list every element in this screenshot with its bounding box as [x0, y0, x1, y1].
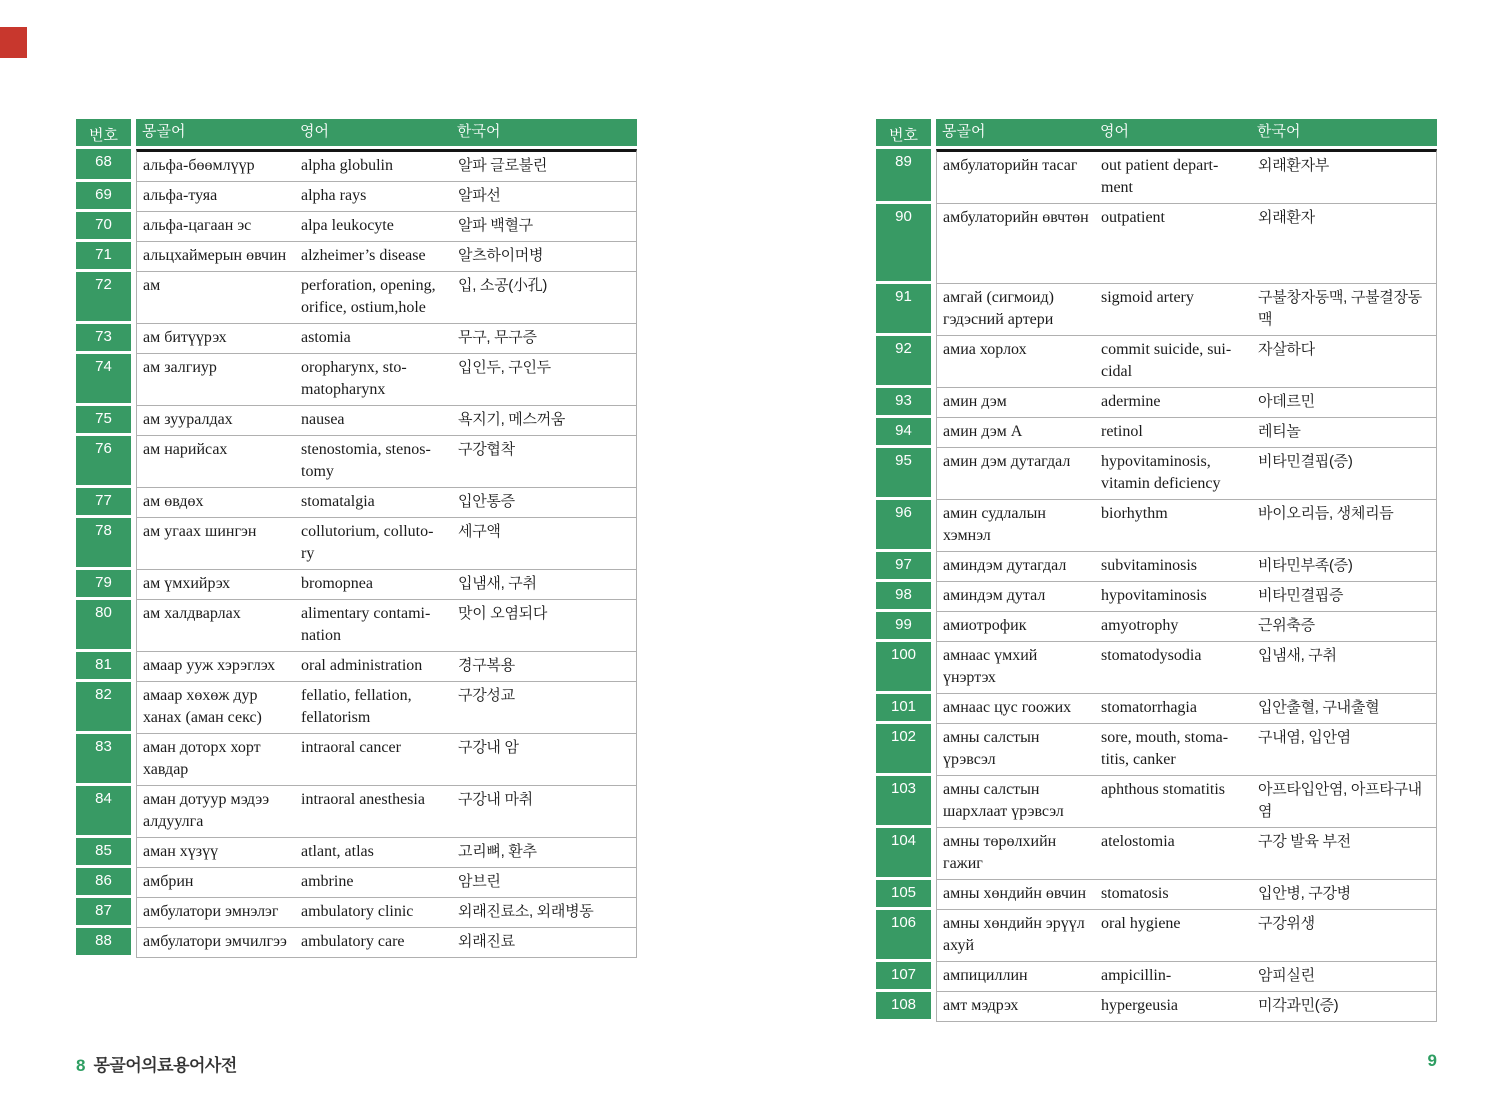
mongolian-term: амны төрөлхийн гажиг — [943, 833, 1057, 872]
footer-left — [76, 1051, 637, 1076]
row-number: 71 — [76, 242, 131, 272]
row-number: 100 — [876, 642, 931, 694]
table-row — [76, 518, 637, 570]
korean-term: 경구복용 — [458, 657, 515, 674]
mongolian-term: амбулаторийн тасаг — [943, 157, 1078, 174]
mongolian-term: амны салстын шархлаат үрэвсэл — [943, 781, 1064, 820]
mongolian-term: ам халдварлах — [143, 605, 241, 622]
page-edge-red-tab — [0, 27, 27, 58]
table-row — [876, 724, 1437, 776]
row-number: 96 — [876, 500, 931, 552]
english-term: atlant, atlas — [301, 843, 374, 860]
english-term: ampicillin- — [1101, 967, 1172, 984]
english-term: amyotrophy — [1101, 617, 1179, 634]
mongolian-term: амбулаторийн өвчтөн — [943, 209, 1089, 226]
mongolian-term: амны хөндийн өвчин — [943, 885, 1087, 902]
mongolian-term: ам битүүрэх — [143, 329, 227, 346]
english-term: hypovitaminosis — [1101, 587, 1207, 604]
table-header-row — [876, 119, 1437, 149]
row-number: 72 — [76, 272, 131, 324]
english-term: oropharynx, sto-matopharynx — [301, 359, 407, 398]
english-term: adermine — [1101, 393, 1161, 410]
korean-term: 암브린 — [458, 873, 501, 890]
korean-term: 입안병, 구강병 — [1258, 885, 1351, 902]
mongolian-term: амин дэм — [943, 393, 1007, 410]
mongolian-term: альфа-цагаан эс — [143, 217, 252, 234]
mongolian-term: амин судлалын хэмнэл — [943, 505, 1046, 544]
mongolian-term: ампициллин — [943, 967, 1028, 984]
korean-term: 맛이 오염되다 — [458, 605, 548, 622]
english-term: stenostomia, stenos-tomy — [301, 441, 431, 480]
table-row — [76, 212, 637, 242]
dictionary-table-left — [76, 119, 637, 958]
korean-term: 외래환자 — [1258, 209, 1315, 226]
english-term: stomatodysodia — [1101, 647, 1202, 664]
table-row — [876, 642, 1437, 694]
row-number: 98 — [876, 582, 931, 612]
korean-term: 구강 발육 부전 — [1258, 833, 1351, 850]
mongolian-term: амбулатори эмнэлэг — [143, 903, 279, 920]
row-number: 97 — [876, 552, 931, 582]
mongolian-term: ам зууралдах — [143, 411, 233, 428]
korean-term: 외래진료 — [458, 933, 515, 950]
mongolian-term: аминдэм дутагдал — [943, 557, 1067, 574]
column-header-mongolian: 몽골어 — [942, 124, 986, 140]
mongolian-term: ам угаах шингэн — [143, 523, 257, 540]
mongolian-term: амбулатори эмчилгээ — [143, 933, 287, 950]
english-term: fellatio, fellation, fellatorism — [301, 687, 412, 726]
mongolian-term: амбрин — [143, 873, 194, 890]
table-row — [76, 182, 637, 212]
mongolian-term: аман хүзүү — [143, 843, 219, 860]
mongolian-term: аминдэм дутал — [943, 587, 1046, 604]
table-row — [876, 336, 1437, 388]
korean-term: 비타민결핍증 — [1258, 587, 1344, 604]
korean-term: 욕지기, 메스꺼움 — [458, 411, 566, 428]
book-title: 몽골어의료용어사전 — [93, 1056, 237, 1075]
korean-term: 비타민결핍(증) — [1258, 453, 1353, 470]
mongolian-term: альцхаймерын өвчин — [143, 247, 287, 264]
korean-term: 알파 백혈구 — [458, 217, 533, 234]
row-number: 81 — [76, 652, 131, 682]
row-number: 92 — [876, 336, 931, 388]
korean-term: 입냄새, 구취 — [458, 575, 537, 592]
mongolian-term: ам нарийсах — [143, 441, 228, 458]
row-number: 76 — [76, 436, 131, 488]
english-term: sore, mouth, stoma-titis, canker — [1101, 729, 1229, 768]
row-number: 68 — [76, 149, 131, 182]
korean-term: 입, 소공(小孔) — [458, 277, 548, 294]
table-row — [876, 828, 1437, 880]
english-term: aphthous stomatitis — [1101, 781, 1225, 798]
column-header-mongolian: 몽골어 — [142, 124, 186, 140]
table-row — [76, 570, 637, 600]
mongolian-term: аман дотуур мэдээ алдуулга — [143, 791, 270, 830]
table-row — [76, 354, 637, 406]
page-number-right: 9 — [1427, 1051, 1437, 1070]
korean-term: 바이오리듬, 생체리듬 — [1258, 505, 1394, 522]
korean-term: 고리뼈, 환추 — [458, 843, 537, 860]
korean-term: 입안출혈, 구내출혈 — [1258, 699, 1380, 716]
column-header-english: 영어 — [300, 124, 329, 140]
english-term: outpatient — [1101, 209, 1165, 226]
korean-term: 암피실린 — [1258, 967, 1315, 984]
page-number-left: 8 — [76, 1056, 86, 1075]
row-number: 101 — [876, 694, 931, 724]
table-row — [76, 324, 637, 354]
row-number: 83 — [76, 734, 131, 786]
dictionary-table-right — [876, 119, 1437, 1022]
row-number: 84 — [76, 786, 131, 838]
english-term: alzheimer’s disease — [301, 247, 426, 264]
row-number: 88 — [76, 928, 131, 958]
table-row — [76, 488, 637, 518]
row-number: 85 — [76, 838, 131, 868]
korean-term: 구강협착 — [458, 441, 515, 458]
table-row — [76, 682, 637, 734]
english-term: collutorium, colluto-ry — [301, 523, 434, 562]
english-term: nausea — [301, 411, 345, 428]
english-term: intraoral anesthesia — [301, 791, 425, 808]
english-term: stomatorrhagia — [1101, 699, 1197, 716]
table-row — [876, 910, 1437, 962]
table-row — [876, 284, 1437, 336]
english-term: stomatalgia — [301, 493, 375, 510]
mongolian-term: амин дэм дутагдал — [943, 453, 1071, 470]
korean-term: 세구액 — [458, 523, 501, 540]
table-row — [876, 448, 1437, 500]
english-term: astomia — [301, 329, 351, 346]
column-header-english: 영어 — [1100, 124, 1129, 140]
mongolian-term: амнаас үмхий үнэртэх — [943, 647, 1038, 686]
korean-term: 입인두, 구인두 — [458, 359, 551, 376]
english-term: subvitaminosis — [1101, 557, 1198, 574]
korean-term: 구강내 암 — [458, 739, 519, 756]
mongolian-term: альфа-бөөмлүүр — [143, 157, 255, 174]
mongolian-term: амиотрофик — [943, 617, 1027, 634]
english-term: ambrine — [301, 873, 354, 890]
english-term: oral hygiene — [1101, 915, 1181, 932]
mongolian-term: ам — [143, 277, 161, 294]
mongolian-term: амаар ууж хэрэглэх — [143, 657, 276, 674]
english-term: perforation, opening, orifice, ostium,hole — [301, 277, 436, 316]
table-row — [76, 898, 637, 928]
row-number: 90 — [876, 204, 931, 284]
english-term: sigmoid artery — [1101, 289, 1194, 306]
row-number: 80 — [76, 600, 131, 652]
english-term: intraoral cancer — [301, 739, 401, 756]
mongolian-term: амаар хөхөж дур ханах (аман секс) — [143, 687, 262, 726]
table-header-row — [76, 119, 637, 149]
korean-term: 입안통증 — [458, 493, 515, 510]
mongolian-term: амнаас цус гоожих — [943, 699, 1072, 716]
table-row — [876, 776, 1437, 828]
row-number: 105 — [876, 880, 931, 910]
table-row — [76, 928, 637, 958]
row-number: 104 — [876, 828, 931, 880]
row-number: 86 — [76, 868, 131, 898]
table-row — [876, 418, 1437, 448]
english-term: hypergeusia — [1101, 997, 1179, 1014]
korean-term: 알츠하이머병 — [458, 247, 544, 264]
row-number: 99 — [876, 612, 931, 642]
row-number: 77 — [76, 488, 131, 518]
table-row — [876, 880, 1437, 910]
mongolian-term: амт мэдрэх — [943, 997, 1019, 1014]
korean-term: 근위축증 — [1258, 617, 1315, 634]
table-row — [76, 149, 637, 182]
table-row — [876, 962, 1437, 992]
row-number: 108 — [876, 992, 931, 1022]
english-term: alpha globulin — [301, 157, 393, 174]
table-row — [76, 436, 637, 488]
mongolian-term: ам үмхийрэх — [143, 575, 231, 592]
table-row — [876, 149, 1437, 204]
mongolian-term: альфа-туяа — [143, 187, 218, 204]
english-term: ambulatory clinic — [301, 903, 414, 920]
table-row — [876, 388, 1437, 418]
row-number: 93 — [876, 388, 931, 418]
korean-term: 아데르민 — [1258, 393, 1315, 410]
korean-term: 아프타입안염, 아프타구내염 — [1258, 781, 1422, 820]
korean-term: 자살하다 — [1258, 341, 1315, 358]
table-row — [876, 992, 1437, 1022]
footer-right — [876, 1051, 1437, 1071]
english-term: hypovitaminosis, vitamin deficiency — [1101, 453, 1221, 492]
row-number: 82 — [76, 682, 131, 734]
english-term: alimentary contami-nation — [301, 605, 431, 644]
table-body-left — [76, 149, 637, 958]
row-number: 73 — [76, 324, 131, 354]
row-number: 69 — [76, 182, 131, 212]
english-term: oral administration — [301, 657, 423, 674]
table-body-right — [876, 149, 1437, 1022]
table-row — [876, 204, 1437, 284]
mongolian-term: ам залгиур — [143, 359, 217, 376]
table-row — [76, 868, 637, 898]
korean-term: 외래환자부 — [1258, 157, 1329, 174]
english-term: out patient depart-ment — [1101, 157, 1219, 196]
table-row — [876, 612, 1437, 642]
table-row — [876, 582, 1437, 612]
korean-term: 알파선 — [458, 187, 501, 204]
table-row — [876, 552, 1437, 582]
column-header-korean: 한국어 — [457, 123, 501, 140]
korean-term: 구불창자동맥, 구불결장동맥 — [1258, 289, 1422, 328]
korean-term: 구강성교 — [458, 687, 515, 704]
table-row — [76, 838, 637, 868]
column-header-korean: 한국어 — [1257, 123, 1301, 140]
english-term: biorhythm — [1101, 505, 1168, 522]
mongolian-term: амны салстын үрэвсэл — [943, 729, 1040, 768]
row-number: 75 — [76, 406, 131, 436]
english-term: commit suicide, sui-cidal — [1101, 341, 1232, 380]
korean-term: 미각과민(증) — [1258, 997, 1339, 1014]
row-number: 79 — [76, 570, 131, 600]
row-number: 106 — [876, 910, 931, 962]
korean-term: 알파 글로불린 — [458, 157, 548, 174]
english-term: ambulatory care — [301, 933, 405, 950]
korean-term: 무구, 무구증 — [458, 329, 537, 346]
column-header-number: 번호 — [876, 119, 931, 149]
mongolian-term: аман доторх хорт хавдар — [143, 739, 261, 778]
korean-term: 외래진료소, 외래병동 — [458, 903, 594, 920]
row-number: 70 — [76, 212, 131, 242]
row-number: 95 — [876, 448, 931, 500]
english-term: retinol — [1101, 423, 1143, 440]
table-row — [76, 786, 637, 838]
table-row — [76, 242, 637, 272]
english-term: alpa leukocyte — [301, 217, 394, 234]
row-number: 78 — [76, 518, 131, 570]
row-number: 91 — [876, 284, 931, 336]
mongolian-term: ам өвдөх — [143, 493, 204, 510]
korean-term: 레티놀 — [1258, 423, 1301, 440]
row-number: 103 — [876, 776, 931, 828]
row-number: 89 — [876, 149, 931, 204]
mongolian-term: амны хөндийн эрүүл ахуй — [943, 915, 1085, 954]
table-row — [76, 734, 637, 786]
row-number: 94 — [876, 418, 931, 448]
english-term: bromopnea — [301, 575, 373, 592]
mongolian-term: амин дэм А — [943, 423, 1023, 440]
table-row — [76, 600, 637, 652]
table-row — [76, 272, 637, 324]
korean-term: 구내염, 입안염 — [1258, 729, 1351, 746]
korean-term: 구강위생 — [1258, 915, 1315, 932]
mongolian-term: амгай (сигмоид) гэдэсний артери — [943, 289, 1054, 328]
row-number: 87 — [76, 898, 131, 928]
table-row — [876, 694, 1437, 724]
mongolian-term: амиа хорлох — [943, 341, 1027, 358]
korean-term: 입냄새, 구취 — [1258, 647, 1337, 664]
english-term: stomatosis — [1101, 885, 1169, 902]
row-number: 107 — [876, 962, 931, 992]
row-number: 74 — [76, 354, 131, 406]
english-term: alpha rays — [301, 187, 367, 204]
korean-term: 비타민부족(증) — [1258, 557, 1353, 574]
table-row — [876, 500, 1437, 552]
column-header-number: 번호 — [76, 119, 131, 149]
table-row — [76, 406, 637, 436]
table-row — [76, 652, 637, 682]
row-number: 102 — [876, 724, 931, 776]
english-term: atelostomia — [1101, 833, 1175, 850]
korean-term: 구강내 마취 — [458, 791, 533, 808]
